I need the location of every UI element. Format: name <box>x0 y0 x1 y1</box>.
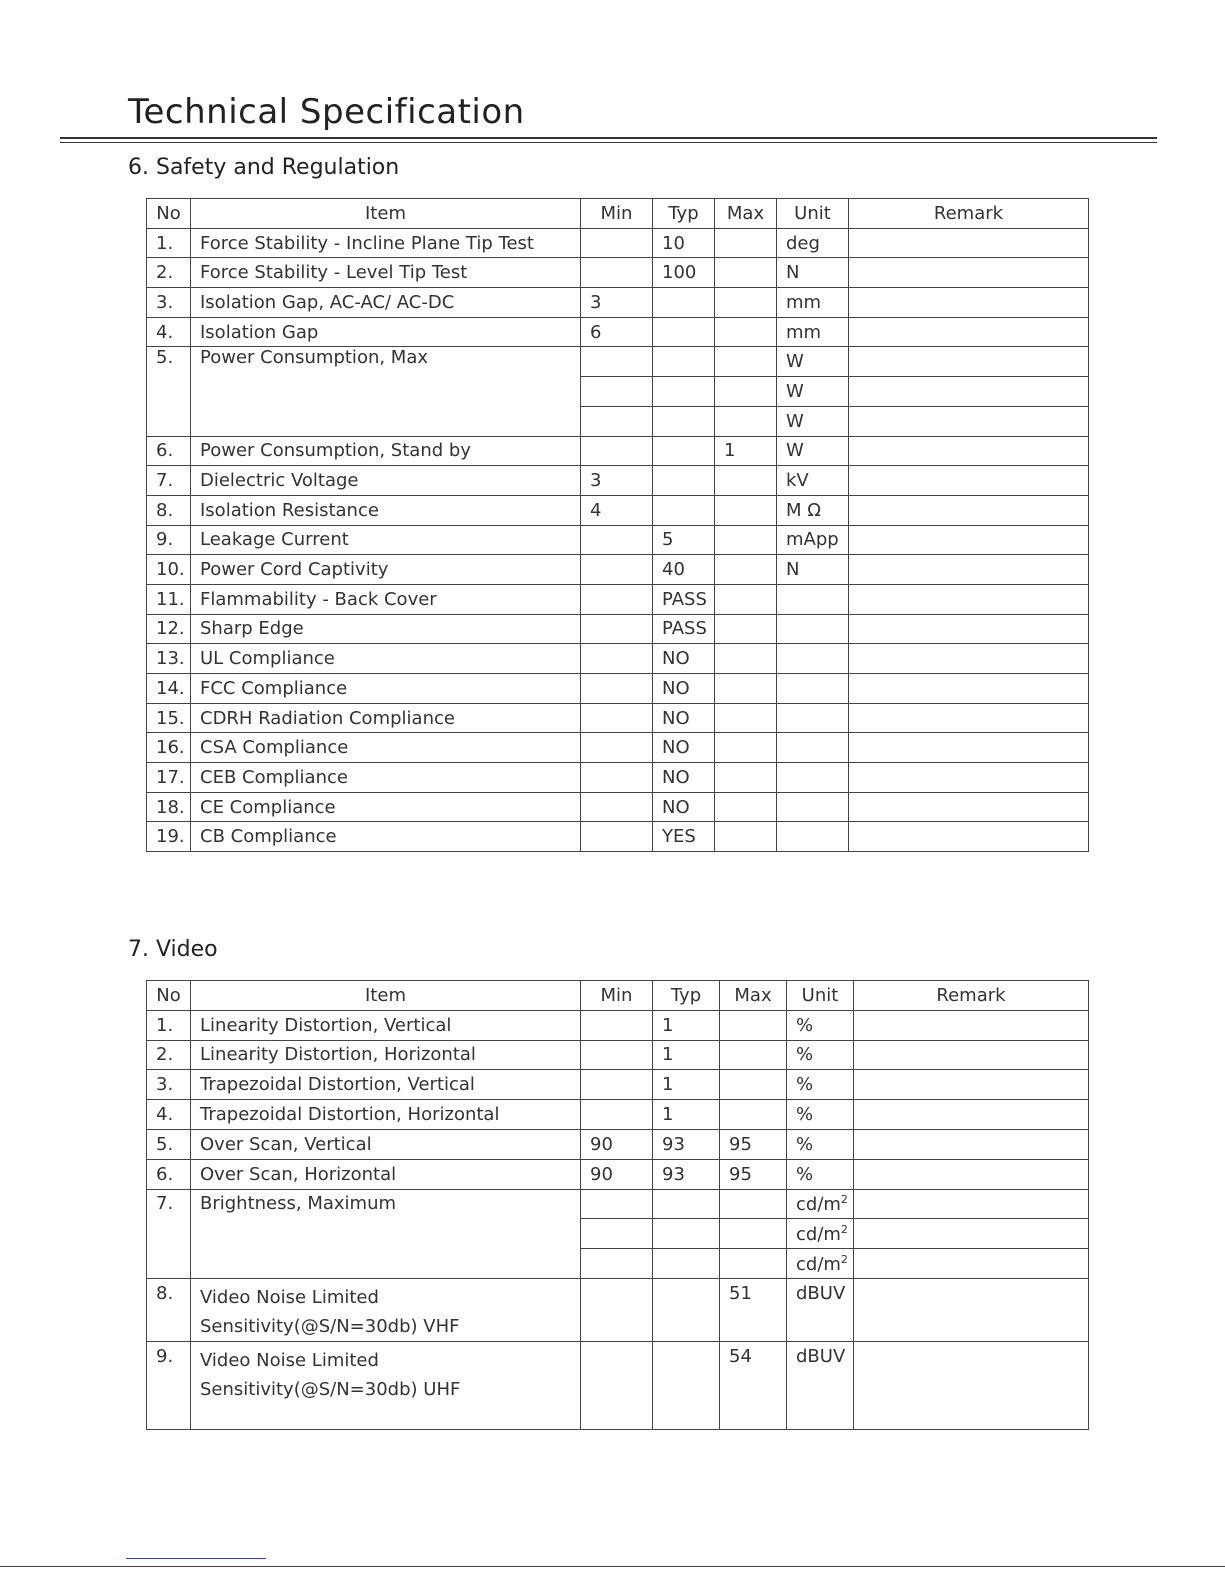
row-typ <box>653 347 715 377</box>
row-item: CE Compliance <box>191 792 581 822</box>
unit-base: cd/m <box>796 1253 841 1275</box>
table-row <box>147 614 1089 644</box>
title-rule-thick <box>60 137 1157 139</box>
row-item: Isolation Resistance <box>191 495 581 525</box>
row-typ: NO <box>653 763 715 793</box>
row-item: Isolation Gap, AC-AC/ AC-DC <box>191 288 581 318</box>
row-min <box>581 228 653 258</box>
row-no: 1. <box>147 1010 191 1040</box>
row-typ <box>653 1219 720 1249</box>
row-typ: 1 <box>653 1040 720 1070</box>
row-max <box>715 258 777 288</box>
row-no: 12. <box>147 614 191 644</box>
row-item: Power Consumption, Max <box>191 347 581 436</box>
row-typ: 1 <box>653 1010 720 1040</box>
row-max <box>715 466 777 496</box>
row-typ <box>653 436 715 466</box>
row-min <box>581 733 653 763</box>
row-unit: % <box>787 1010 854 1040</box>
row-max <box>720 1100 787 1130</box>
table-row <box>147 495 1089 525</box>
row-unit <box>787 1189 854 1219</box>
row-min <box>581 406 653 436</box>
row-remark <box>849 347 1089 377</box>
table-row <box>147 466 1089 496</box>
row-typ <box>653 466 715 496</box>
row-typ: YES <box>653 822 715 852</box>
header-min: Min <box>581 981 653 1011</box>
row-item: CDRH Radiation Compliance <box>191 703 581 733</box>
row-min <box>581 763 653 793</box>
table-row <box>147 1100 1089 1130</box>
row-remark <box>854 1159 1089 1189</box>
row-typ: 100 <box>653 258 715 288</box>
row-unit <box>787 1249 854 1279</box>
row-min <box>581 1040 653 1070</box>
row-no: 2. <box>147 258 191 288</box>
row-max: 95 <box>720 1159 787 1189</box>
row-remark <box>854 1249 1089 1279</box>
row-remark <box>849 733 1089 763</box>
row-unit: dBUV <box>787 1341 854 1429</box>
row-remark <box>849 258 1089 288</box>
table-row <box>147 228 1089 258</box>
row-max <box>720 1219 787 1249</box>
row-remark <box>849 228 1089 258</box>
row-typ: NO <box>653 792 715 822</box>
footer-link-underline <box>126 1558 266 1559</box>
row-no: 3. <box>147 1070 191 1100</box>
row-min: 3 <box>581 466 653 496</box>
row-item-line: Sensitivity(@S/N=30db) VHF <box>200 1315 460 1337</box>
row-remark <box>849 584 1089 614</box>
row-item: Flammability - Back Cover <box>191 584 581 614</box>
row-no: 7. <box>147 1189 191 1278</box>
row-min <box>581 1010 653 1040</box>
row-min <box>581 584 653 614</box>
safety-regulation-table <box>146 198 1089 852</box>
row-no: 5. <box>147 347 191 436</box>
row-min <box>581 644 653 674</box>
unit-base: cd/m <box>796 1193 841 1215</box>
row-item-line: Sensitivity(@S/N=30db) UHF <box>200 1378 461 1400</box>
row-typ: NO <box>653 644 715 674</box>
table-row <box>147 822 1089 852</box>
row-no: 17. <box>147 763 191 793</box>
row-typ: 1 <box>653 1070 720 1100</box>
safety-table-body <box>147 228 1089 851</box>
row-unit <box>777 584 849 614</box>
row-typ <box>653 377 715 407</box>
row-typ: NO <box>653 674 715 704</box>
row-unit: W <box>777 377 849 407</box>
row-max <box>715 733 777 763</box>
row-typ: NO <box>653 703 715 733</box>
row-item: Force Stability - Level Tip Test <box>191 258 581 288</box>
row-no: 2. <box>147 1040 191 1070</box>
row-item: Trapezoidal Distortion, Horizontal <box>191 1100 581 1130</box>
row-min <box>581 1219 653 1249</box>
row-item: CEB Compliance <box>191 763 581 793</box>
row-min <box>581 258 653 288</box>
row-max <box>720 1040 787 1070</box>
table-row <box>147 584 1089 614</box>
table-row <box>147 733 1089 763</box>
row-remark <box>854 1278 1089 1341</box>
row-unit: mm <box>777 317 849 347</box>
row-min <box>581 674 653 704</box>
row-item-line: Video Noise Limited <box>200 1286 379 1308</box>
row-max <box>715 288 777 318</box>
row-no: 4. <box>147 317 191 347</box>
row-no: 3. <box>147 288 191 318</box>
row-typ: NO <box>653 733 715 763</box>
row-max <box>715 822 777 852</box>
row-unit: % <box>787 1159 854 1189</box>
row-typ: 40 <box>653 555 715 585</box>
row-no: 7. <box>147 466 191 496</box>
row-min <box>581 1249 653 1279</box>
table-row <box>147 674 1089 704</box>
row-item: Power Cord Captivity <box>191 555 581 585</box>
header-max: Max <box>715 199 777 229</box>
header-max: Max <box>720 981 787 1011</box>
row-no: 16. <box>147 733 191 763</box>
row-max: 54 <box>720 1341 787 1429</box>
row-no: 5. <box>147 1129 191 1159</box>
row-min <box>581 1070 653 1100</box>
row-remark <box>849 763 1089 793</box>
row-remark <box>849 406 1089 436</box>
header-unit: Unit <box>777 199 849 229</box>
row-unit: % <box>787 1100 854 1130</box>
header-no: No <box>147 199 191 229</box>
table-row <box>147 703 1089 733</box>
row-max <box>715 347 777 377</box>
row-remark <box>849 377 1089 407</box>
video-section-heading: 7. Video <box>128 937 218 962</box>
unit-base: cd/m <box>796 1223 841 1245</box>
row-min <box>581 347 653 377</box>
header-typ: Typ <box>653 981 720 1011</box>
row-no: 18. <box>147 792 191 822</box>
row-min: 90 <box>581 1129 653 1159</box>
table-row <box>147 1341 1089 1429</box>
row-no: 8. <box>147 495 191 525</box>
row-remark <box>854 1070 1089 1100</box>
row-item: CSA Compliance <box>191 733 581 763</box>
header-min: Min <box>581 199 653 229</box>
table-row <box>147 644 1089 674</box>
row-max: 95 <box>720 1129 787 1159</box>
row-max <box>720 1249 787 1279</box>
row-remark <box>849 792 1089 822</box>
row-typ: 10 <box>653 228 715 258</box>
row-item: CB Compliance <box>191 822 581 852</box>
row-no: 19. <box>147 822 191 852</box>
row-no: 6. <box>147 436 191 466</box>
header-unit: Unit <box>787 981 854 1011</box>
row-max <box>720 1010 787 1040</box>
row-remark <box>849 703 1089 733</box>
row-typ <box>653 1249 720 1279</box>
row-item: Linearity Distortion, Horizontal <box>191 1040 581 1070</box>
table-row <box>147 1129 1089 1159</box>
table-row <box>147 1070 1089 1100</box>
table-row <box>147 792 1089 822</box>
row-item: Linearity Distortion, Vertical <box>191 1010 581 1040</box>
row-item: Force Stability - Incline Plane Tip Test <box>191 228 581 258</box>
row-unit <box>777 763 849 793</box>
row-min: 4 <box>581 495 653 525</box>
row-unit: deg <box>777 228 849 258</box>
row-max <box>715 317 777 347</box>
row-item: Power Consumption, Stand by <box>191 436 581 466</box>
row-typ <box>653 288 715 318</box>
row-max <box>715 792 777 822</box>
row-item: Brightness, Maximum <box>191 1189 581 1278</box>
row-max <box>715 584 777 614</box>
row-unit: % <box>787 1129 854 1159</box>
row-remark <box>854 1129 1089 1159</box>
table-row <box>147 1159 1089 1189</box>
unit-superscript: 2 <box>840 1252 848 1266</box>
row-max: 51 <box>720 1278 787 1341</box>
row-item: Over Scan, Horizontal <box>191 1159 581 1189</box>
row-typ: 1 <box>653 1100 720 1130</box>
row-item: Over Scan, Vertical <box>191 1129 581 1159</box>
row-remark <box>849 674 1089 704</box>
row-unit: mm <box>777 288 849 318</box>
table-row <box>147 555 1089 585</box>
row-item: UL Compliance <box>191 644 581 674</box>
row-item <box>191 1278 581 1341</box>
row-max <box>715 555 777 585</box>
row-unit <box>777 703 849 733</box>
row-min <box>581 1341 653 1429</box>
row-typ <box>653 317 715 347</box>
row-typ: 93 <box>653 1129 720 1159</box>
row-unit <box>777 644 849 674</box>
row-min <box>581 555 653 585</box>
row-typ <box>653 1189 720 1219</box>
row-typ <box>653 495 715 525</box>
row-min <box>581 614 653 644</box>
table-row <box>147 1040 1089 1070</box>
row-unit: M Ω <box>777 495 849 525</box>
row-unit: W <box>777 347 849 377</box>
row-min <box>581 1189 653 1219</box>
header-typ: Typ <box>653 199 715 229</box>
row-typ <box>653 1341 720 1429</box>
row-item: FCC Compliance <box>191 674 581 704</box>
title-rule-thin <box>60 142 1157 143</box>
row-item <box>191 1341 581 1429</box>
row-item: Isolation Gap <box>191 317 581 347</box>
row-typ: PASS <box>653 584 715 614</box>
row-max <box>715 674 777 704</box>
row-item: Leakage Current <box>191 525 581 555</box>
row-remark <box>849 317 1089 347</box>
row-remark <box>854 1100 1089 1130</box>
row-typ: 5 <box>653 525 715 555</box>
table-row <box>147 763 1089 793</box>
row-min: 90 <box>581 1159 653 1189</box>
row-max <box>715 495 777 525</box>
unit-superscript: 2 <box>840 1192 848 1206</box>
row-no: 9. <box>147 525 191 555</box>
row-no: 4. <box>147 1100 191 1130</box>
row-min <box>581 792 653 822</box>
row-unit <box>777 822 849 852</box>
row-max <box>720 1070 787 1100</box>
row-unit: kV <box>777 466 849 496</box>
row-remark <box>854 1040 1089 1070</box>
row-no: 1. <box>147 228 191 258</box>
row-unit: W <box>777 406 849 436</box>
table-row <box>147 317 1089 347</box>
row-remark <box>849 822 1089 852</box>
row-no: 13. <box>147 644 191 674</box>
table-row <box>147 436 1089 466</box>
row-min <box>581 822 653 852</box>
row-typ <box>653 1278 720 1341</box>
table-row <box>147 1010 1089 1040</box>
table-header-row <box>147 981 1089 1011</box>
row-typ <box>653 406 715 436</box>
header-item: Item <box>191 199 581 229</box>
row-unit: % <box>787 1040 854 1070</box>
row-min <box>581 525 653 555</box>
safety-section-heading: 6. Safety and Regulation <box>128 155 400 180</box>
table-row <box>147 347 1089 377</box>
row-remark <box>849 288 1089 318</box>
table-row <box>147 288 1089 318</box>
row-max <box>720 1189 787 1219</box>
row-item: Dielectric Voltage <box>191 466 581 496</box>
row-no: 15. <box>147 703 191 733</box>
table-row <box>147 1189 1089 1219</box>
row-max: 1 <box>715 436 777 466</box>
row-no: 9. <box>147 1341 191 1429</box>
header-remark: Remark <box>854 981 1089 1011</box>
row-remark <box>849 495 1089 525</box>
row-remark <box>854 1219 1089 1249</box>
row-unit: mApp <box>777 525 849 555</box>
row-remark <box>849 614 1089 644</box>
row-unit <box>777 733 849 763</box>
header-item: Item <box>191 981 581 1011</box>
row-no: 6. <box>147 1159 191 1189</box>
row-no: 8. <box>147 1278 191 1341</box>
row-remark <box>849 644 1089 674</box>
video-table-body <box>147 1010 1089 1429</box>
row-item: Sharp Edge <box>191 614 581 644</box>
row-min <box>581 436 653 466</box>
row-min <box>581 703 653 733</box>
row-unit <box>787 1219 854 1249</box>
row-max <box>715 614 777 644</box>
row-remark <box>849 466 1089 496</box>
row-unit <box>777 674 849 704</box>
row-max <box>715 703 777 733</box>
row-min <box>581 377 653 407</box>
row-remark <box>854 1341 1089 1429</box>
video-table <box>146 980 1089 1430</box>
row-unit: W <box>777 436 849 466</box>
table-row <box>147 525 1089 555</box>
row-typ: 93 <box>653 1159 720 1189</box>
row-max <box>715 406 777 436</box>
row-item: Trapezoidal Distortion, Vertical <box>191 1070 581 1100</box>
row-typ: PASS <box>653 614 715 644</box>
row-remark <box>849 525 1089 555</box>
row-max <box>715 377 777 407</box>
row-unit: dBUV <box>787 1278 854 1341</box>
row-remark <box>849 555 1089 585</box>
row-max <box>715 228 777 258</box>
table-row <box>147 1278 1089 1341</box>
page-title: Technical Specification <box>128 92 525 132</box>
row-no: 11. <box>147 584 191 614</box>
row-min <box>581 1100 653 1130</box>
row-max <box>715 525 777 555</box>
row-max <box>715 644 777 674</box>
header-no: No <box>147 981 191 1011</box>
row-item-line: Video Noise Limited <box>200 1349 379 1371</box>
row-min <box>581 1278 653 1341</box>
page-bottom-line <box>0 1566 1225 1567</box>
row-no: 10. <box>147 555 191 585</box>
row-remark <box>849 436 1089 466</box>
row-unit: N <box>777 555 849 585</box>
table-header-row <box>147 199 1089 229</box>
row-unit: % <box>787 1070 854 1100</box>
row-unit: N <box>777 258 849 288</box>
row-max <box>715 763 777 793</box>
row-min: 6 <box>581 317 653 347</box>
row-remark <box>854 1010 1089 1040</box>
row-unit <box>777 792 849 822</box>
header-remark: Remark <box>849 199 1089 229</box>
row-min: 3 <box>581 288 653 318</box>
table-row <box>147 258 1089 288</box>
row-remark <box>854 1189 1089 1219</box>
unit-superscript: 2 <box>840 1222 848 1236</box>
row-unit <box>777 614 849 644</box>
row-no: 14. <box>147 674 191 704</box>
